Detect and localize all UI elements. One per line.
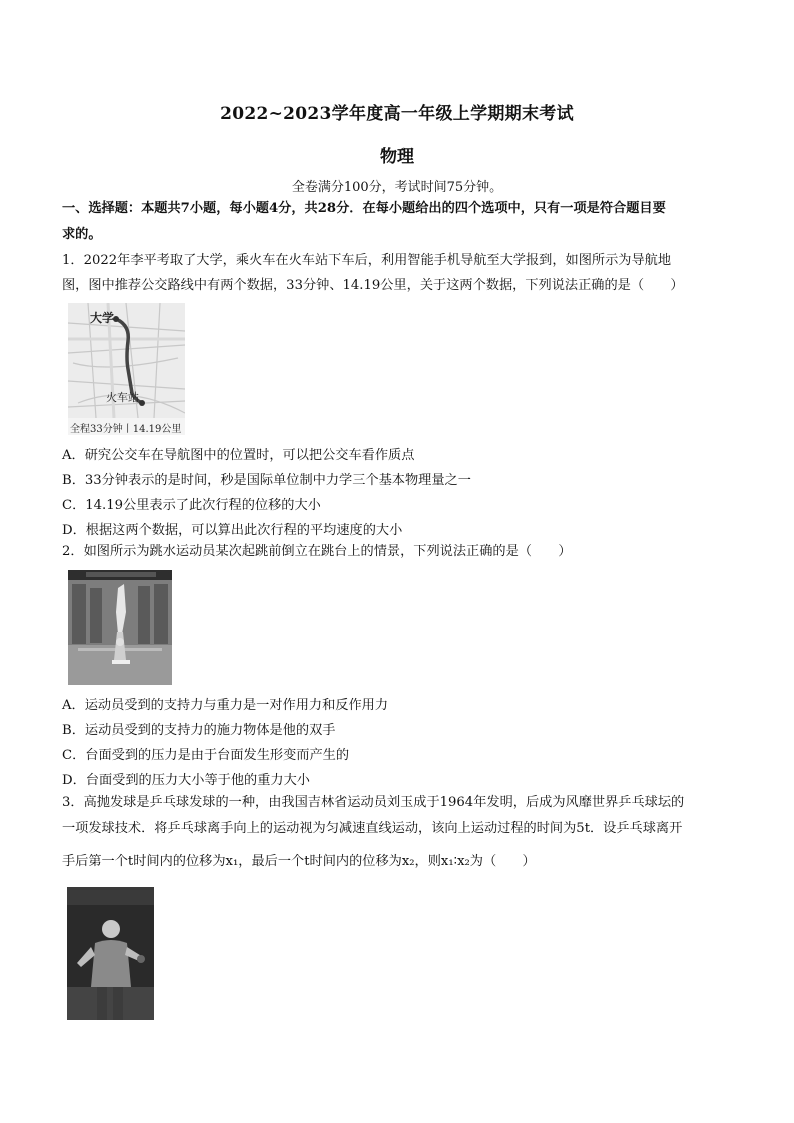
q2-option-b: B．运动员受到的支持力的施力物体是他的双手	[62, 723, 336, 738]
player-photo-graphic	[67, 887, 154, 1020]
q3-line-1: 3．高抛发球是乒乓球发球的一种，由我国吉林省运动员刘玉成于1964年发明，后成为风靡世界乒乓球坛的	[62, 795, 685, 810]
exam-title: 2022~2023学年度高一年级上学期期末考试	[220, 104, 574, 124]
q2-option-d: D．台面受到的压力大小等于他的重力大小	[62, 773, 310, 788]
navigation-map-image	[68, 303, 185, 435]
exam-note: 全卷满分100分，考试时间75分钟。	[291, 180, 503, 195]
q1-option-d: D．根据这两个数据，可以算出此次行程的平均速度的大小	[62, 523, 403, 538]
q1-line-1: 1．2022年李平考取了大学，乘火车在火车站下车后，利用智能手机导航至大学报到，如图所示为导航地	[62, 253, 672, 268]
q1-option-a: A．研究公交车在导航图中的位置时，可以把公交车看作质点	[62, 448, 415, 463]
map-footer: 全程33分钟丨14.19公里	[70, 424, 182, 435]
q3-line-3: 手后第一个t时间内的位移为x₁，最后一个t时间内的位移为x₂，则x₁∶x₂为（ ）	[62, 854, 536, 869]
q1-option-c: C．14.19公里表示了此次行程的位移的大小	[62, 498, 321, 513]
map-graphic	[68, 303, 185, 435]
q3-line-2: 一项发球技术．将乒乓球离手向上的运动视为匀减速直线运动，该向上运动过程的时间为5t．设乒乓球离开	[62, 821, 683, 836]
subject-title: 物理	[380, 147, 414, 167]
section-heading-line-1: 一、选择题：本题共7小题，每小题4分，共28分．在每小题给出的四个选项中，只有一项是符合题目要	[62, 201, 666, 216]
map-label-university: 大学	[90, 311, 115, 325]
diver-handstand-photo	[68, 570, 172, 685]
q2-option-a: A．运动员受到的支持力与重力是一对作用力和反作用力	[62, 698, 389, 713]
diver-photo-graphic	[68, 570, 172, 685]
q2-line-1: 2．如图所示为跳水运动员某次起跳前倒立在跳台上的情景，下列说法正确的是（ ）	[62, 544, 572, 559]
table-tennis-player-photo	[67, 887, 154, 1020]
map-label-station: 火车站	[106, 391, 139, 404]
q1-option-b: B．33分钟表示的是时间，秒是国际单位制中力学三个基本物理量之一	[62, 473, 471, 488]
q2-option-c: C．台面受到的压力是由于台面发生形变而产生的	[62, 748, 350, 763]
section-heading-line-2: 求的。	[62, 227, 102, 242]
q1-line-2: 图，图中推荐公交路线中有两个数据，33分钟、14.19公里，关于这两个数据，下列说法正确的是（ ）	[62, 278, 684, 293]
